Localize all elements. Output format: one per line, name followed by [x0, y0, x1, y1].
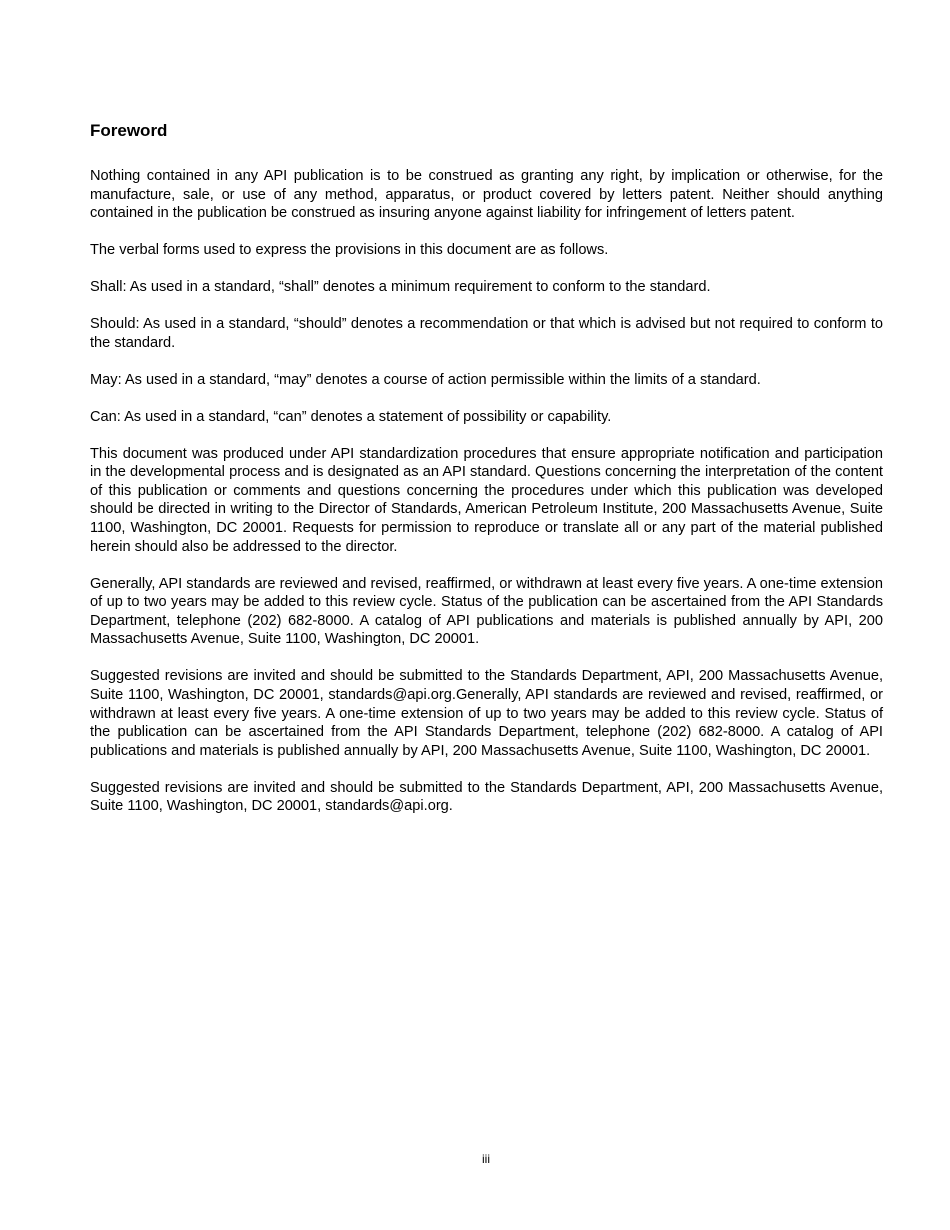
paragraph-may-definition: May: As used in a standard, “may” denotes a course of action permissible within the limits of a standard. — [90, 371, 761, 388]
paragraph-patent-disclaimer: Nothing contained in any API publication is to be construed as granting any right, by implication or otherwise, for the manufacture, sale, or use of any method, apparatus, or product covered by letters patent. Neither should anything contained in the publication be construed as insuring anyone against liability for infringement of letters patent. — [90, 168, 883, 222]
paragraph-standardization-procedures: This document was produced under API standardization procedures that ensure appropriate notification and participation in the developmental process and is designated as an API standard. Questions concerning the interpretation of the content of this publication or comments and questions concerning the procedures under which this publication was developed should be directed in writing to the Director of Standards, American Petroleum Institute, 200 Massachusetts Avenue, Suite 1100, Washington, DC 20001. Requests for permission to reproduce or translate all or any part of the material published herein should also be addressed to the director. — [90, 445, 883, 555]
paragraph-suggested-revisions-extended: Suggested revisions are invited and should be submitted to the Standards Department, API, 200 Massachusetts Avenue, Suite 1100, Washington, DC 20001, standards@api.org.Generally, API standards are reviewed and revised, reaffirmed, or withdrawn at least every five years. A one-time extension of up to two years may be added to this review cycle. Status of the publication can be ascertained from the API Standards Department, telephone (202) 682-8000. A catalog of API publications and materials is published annually by API, 200 Massachusetts Avenue, Suite 1100, Washington, DC 20001. — [90, 668, 883, 759]
paragraph-should-definition: Should: As used in a standard, “should” denotes a recommendation or that which is advised but not required to conform to the standard. — [90, 316, 883, 351]
paragraph-verbal-forms-intro: The verbal forms used to express the provisions in this document are as follows. — [90, 242, 609, 259]
paragraph-can-definition: Can: As used in a standard, “can” denotes a statement of possibility or capability. — [90, 408, 612, 425]
page-number: iii — [482, 1152, 490, 1166]
page-title: Foreword — [90, 121, 168, 140]
paragraph-suggested-revisions: Suggested revisions are invited and should be submitted to the Standards Department, API, 200 Massachusetts Avenue, Suite 1100, Washington, DC 20001, standards@api.org. — [90, 779, 883, 815]
paragraph-shall-definition: Shall: As used in a standard, “shall” denotes a minimum requirement to conform to the standard. — [90, 279, 711, 296]
paragraph-review-cycle: Generally, API standards are reviewed and revised, reaffirmed, or withdrawn at least every five years. A one-time extension of up to two years may be added to this review cycle. Status of the publication can be ascertained from the API Standards Department, telephone (202) 682-8000. A catalog of API publications and materials is published annually by API, 200 Massachusetts Avenue, Suite 1100, Washington, DC 20001. — [90, 575, 883, 648]
page-content — [90, 120, 883, 834]
